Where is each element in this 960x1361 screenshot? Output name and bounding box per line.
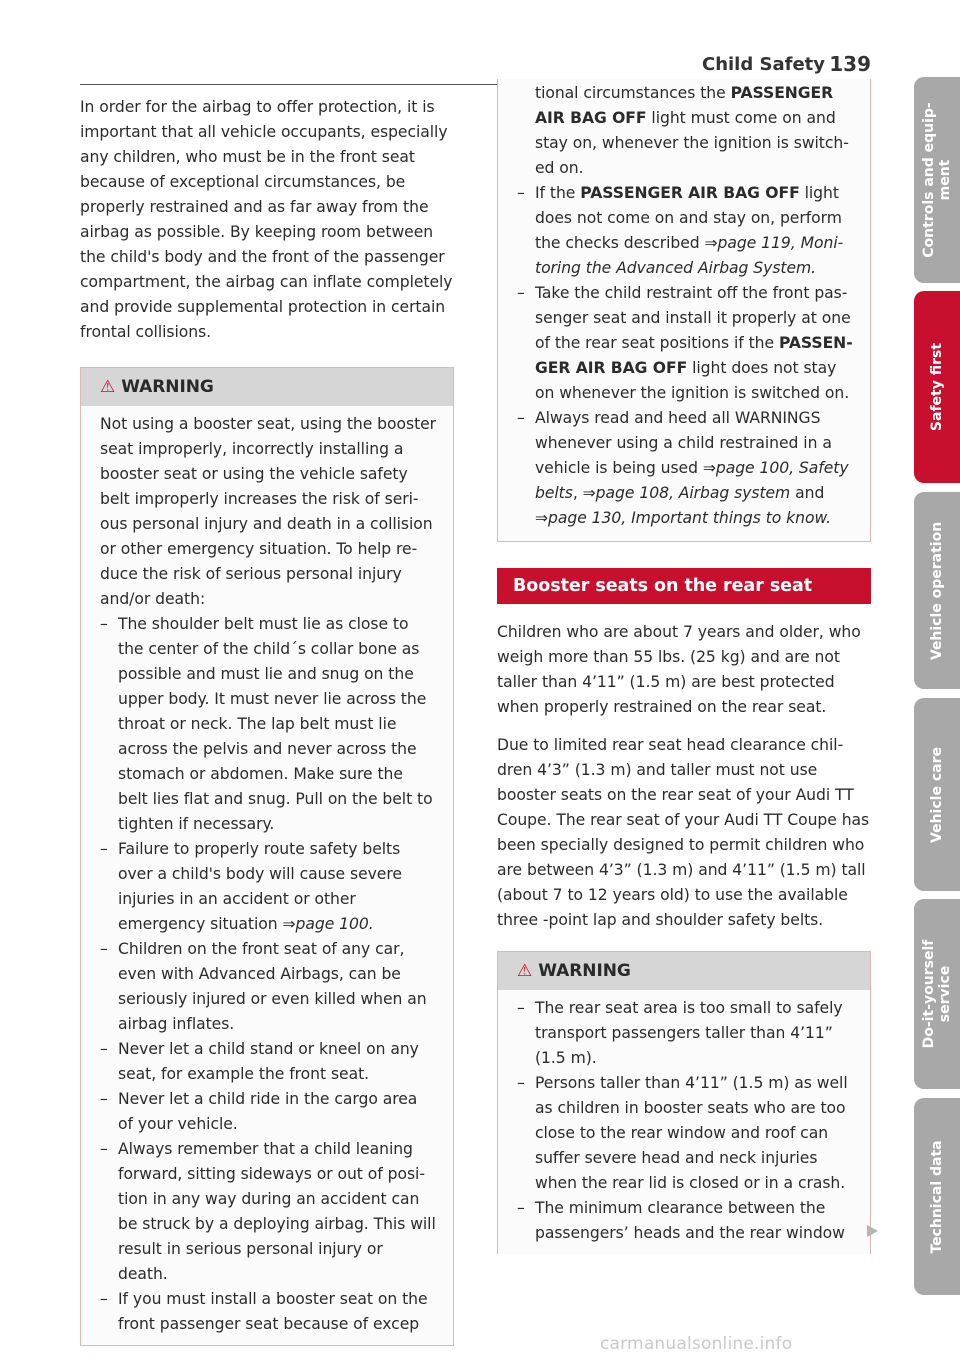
right-column — [497, 79, 871, 1254]
warning-body — [498, 79, 870, 541]
list-item: – Always remember that a child leaning forward, sitting sideways or out of position in any way during an accident can be struck by a deploying airbag. This will result in serious personal injury or death. — [100, 1140, 436, 1283]
left-column — [80, 95, 454, 1346]
body-paragraph: Due to limited rear seat head clearance children 4’3” (1.3 m) and taller must not use booster seats on the rear seat of your Audi TT Coupe. The rear seat of your Audi TT Coupe has been specially designed to permit children who are between 4’3” (1.3 m) and 4’11” (1.5 m) tall (about 7 to 12 years old) to use the available three -point lap and shoulder safety belts. — [497, 736, 870, 929]
warning-text: Not using a booster seat, using the booster seat improperly, incorrectly installing a booster seat or using the vehicle safety belt improperly increases the risk of serious personal injury and death in a collision or other emergency situation. To help reduce the risk of serious personal injury and/or death: — [100, 415, 437, 608]
list-item: – If the PASSENGER AIR BAG OFF light does not come on and stay on, perform the checks described ⇒page 119, Monitoring the Advanced Airbag System. — [517, 184, 844, 277]
tab-vehicle-operation[interactable]: Vehicle operation — [914, 492, 960, 689]
warning-body — [81, 406, 453, 1345]
list-item: – The shoulder belt must lie as close to the center of the child´s collar bone as possible and must lie and snug on the upper body. It must never lie across the throat or neck. The lap belt must lie across the pelvis and never across the stomach or abdomen. Make sure the belt lies flat and snug. Pull on the belt to tighten if necessary. — [100, 615, 433, 833]
section-title: Child Safety — [701, 54, 825, 75]
warning-triangle-icon: ⚠ — [517, 961, 533, 981]
warning-box — [497, 951, 871, 1254]
list-item: tional circumstances the PASSENGER AIR BAG OFF light must come on and stay on, whenever the ignition is switched on. — [535, 84, 849, 177]
list-item: – Children on the front seat of any car, even with Advanced Airbags, can be seriously injured or even killed when an airbag inflates. — [100, 940, 427, 1033]
tab-safety-first[interactable]: Safety first — [914, 291, 960, 483]
list-item: – Always read and heed all WARNINGS whenever using a child restrained in a vehicle is being used ⇒page 100, Safety belts, ⇒page 108, Airbag system and ⇒page 130, Important things to know. — [517, 409, 849, 527]
section-heading: Booster seats on the rear seat — [497, 568, 871, 604]
watermark: carmanualsonline.info — [600, 1334, 793, 1354]
tab-technical-data[interactable]: Technical data — [914, 1098, 960, 1295]
page-ref-link[interactable]: ⇒page 119, Monitoring the Advanced Airbag System. — [535, 234, 844, 277]
list-item: – If you must install a booster seat on the front passenger seat because of excep — [100, 1290, 428, 1333]
warning-title: WARNING — [538, 961, 631, 981]
warning-box-continued — [497, 79, 871, 542]
warning-box — [80, 367, 454, 1346]
warning-triangle-icon: ⚠ — [100, 377, 116, 397]
list-item: – Take the child restraint off the front passenger seat and install it properly at one of the rear seat positions if the PASSENGER AIR BAG OFF light does not stay on whenever the ignition is switched on. — [517, 284, 853, 402]
intro-paragraph: In order for the airbag to offer protection, it is important that all vehicle occupants, especially any children, who must be in the front seat because of exceptional circumstances, be properly restrained and as far away from the airbag as possible. By keeping room between the child's body and the front of the passenger compartment, the airbag can inflate completely and provide supplemental protection in certain frontal collisions. — [80, 98, 453, 341]
page-ref-link[interactable]: ⇒page 108, Airbag system — [582, 484, 791, 502]
warning-body — [498, 990, 870, 1254]
continue-arrow-icon — [867, 1225, 878, 1237]
page-ref-link[interactable]: ⇒page 130, Important things to know. — [535, 509, 832, 527]
body-paragraph: Children who are about 7 years and older, who weigh more than 55 lbs. (25 kg) and are not taller than 4’11” (1.5 m) are best protected when properly restrained on the rear seat. — [497, 623, 861, 716]
page-ref-link[interactable]: ⇒page 100. — [282, 915, 374, 933]
list-item: – The rear seat area is too small to safely transport passengers taller than 4’11” (1.5 m). — [517, 999, 843, 1067]
list-item: – Never let a child stand or kneel on any seat, for example the front seat. — [100, 1040, 419, 1083]
page-ref-link[interactable]: ⇒page 100, Safety belts — [535, 459, 849, 502]
page-number: 139 — [829, 52, 871, 76]
list-item: – Failure to properly route safety belts over a child's body will cause severe injuries in an accident or other emergency situation ⇒page 100. — [100, 840, 402, 933]
list-item: – The minimum clearance between the passengers’ heads and the rear window — [517, 1199, 845, 1242]
list-item: – Never let a child ride in the cargo area of your vehicle. — [100, 1090, 418, 1133]
tab-do-it-yourself-service[interactable]: Do-it-yourself service — [914, 899, 960, 1089]
list-item: – Persons taller than 4’11” (1.5 m) as well as children in booster seats who are too close to the rear window and roof can suffer severe head and neck injuries when the rear lid is closed or in a crash. — [517, 1074, 848, 1192]
warning-title: WARNING — [121, 377, 214, 397]
warning-header — [498, 952, 870, 990]
warning-header — [81, 368, 453, 406]
tab-vehicle-care[interactable]: Vehicle care — [914, 698, 960, 891]
tab-controls-and-equipment[interactable]: Controls and equip- ment — [914, 77, 960, 283]
